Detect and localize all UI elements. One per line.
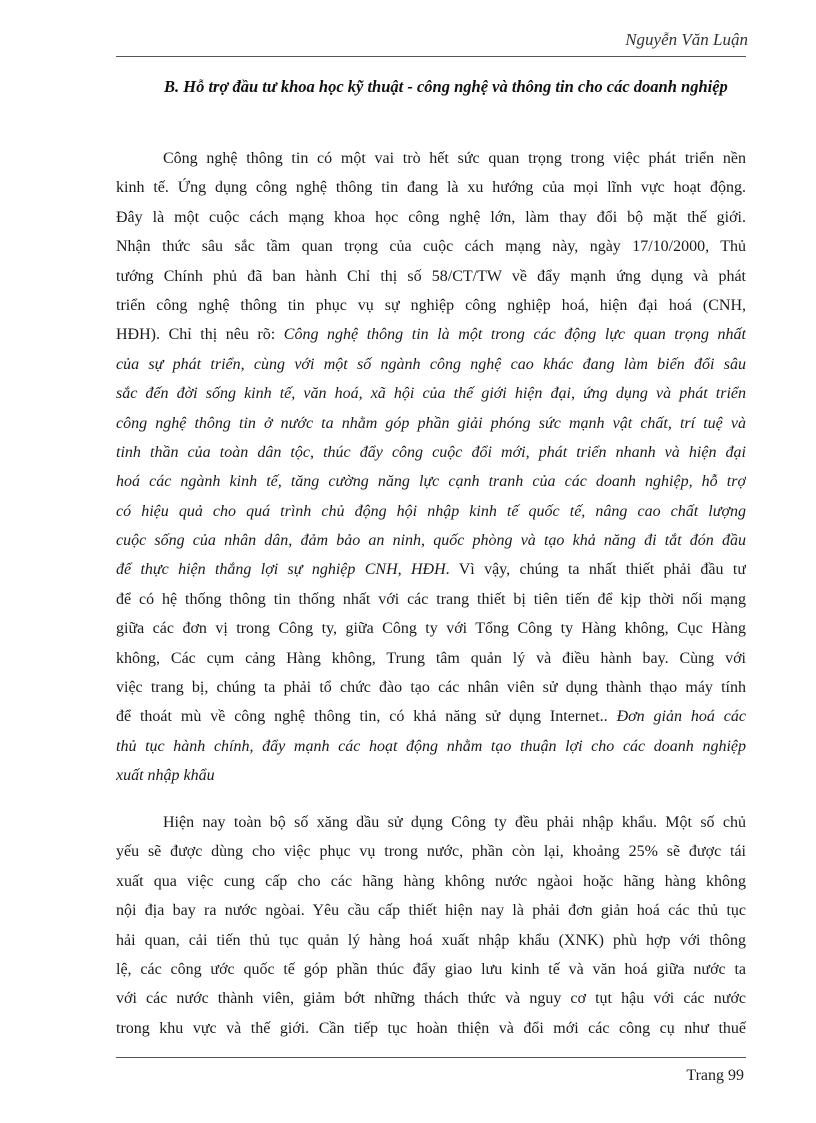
text-segment: để thoát mù về công nghệ thông tin, có khả năng sử dụng Internet.. xyxy=(116,708,617,726)
text-line: Đây là một cuộc cách mạng khoa học công nghệ lớn, làm thay đổi bộ mặt thế giới. xyxy=(116,208,746,226)
text-line: việc trang bị, chúng ta phải tổ chức đào tạo các nhân viên sử dụng thành thạo máy tính xyxy=(116,679,746,697)
text-line xyxy=(116,702,746,731)
text-line: hoá các ngành kinh tế, tăng cường năng lực cạnh tranh của các doanh nghiệp, hỗ trợ xyxy=(116,473,746,491)
italic-quote: để thực hiện thắng lợi sự nghiệp CNH, HĐH xyxy=(116,561,446,579)
header-divider xyxy=(116,56,746,57)
text-line: cuộc sống của nhân dân, đảm bảo an ninh, quốc phòng và tạo khả năng đi tắt đón đầu xyxy=(116,532,746,550)
text-line: trong khu vực và thế giới. Cần tiếp tục hoàn thiện và đổi mới các công cụ như thuế xyxy=(116,1019,746,1037)
text-line: để có hệ thống thông tin thống nhất với các trang thiết bị tiên tiến để kịp thời nối mạng xyxy=(116,590,746,608)
text-line: kinh tế. Ứng dụng công nghệ thông tin đang là xu hướng của mọi lĩnh vực hoạt động. xyxy=(116,179,746,197)
text-line: công nghệ thông tin ở nước ta nhằm góp phần giải phóng sức mạnh vật chất, trí tuệ và xyxy=(116,414,746,432)
text-line: xuất nhập khẩu xyxy=(116,767,215,785)
text-line: của sự phát triển, cùng với một số ngành công nghệ cao khác đang làm biến đổi sâu xyxy=(116,355,746,373)
footer-divider xyxy=(116,1057,746,1058)
paragraph-2 xyxy=(116,808,746,1043)
text-line: giữa các đơn vị trong Công ty, giữa Công ty với Tổng Công ty Hàng không, Cục Hàng xyxy=(116,620,746,638)
text-line: có hiệu quả cho quá trình chủ động hội nhập kinh tế quốc tế, nâng cao chất lượng xyxy=(116,502,746,520)
text-line: triển công nghệ thông tin phục vụ sự nghiệp công nghiệp hoá, hiện đại hoá (CNH, xyxy=(116,296,746,314)
text-line: yếu sẽ được dùng cho việc phục vụ trong nước, phần còn lại, khoảng 25% sẽ được tái xyxy=(116,843,746,861)
text-line: sắc đến đời sống kinh tế, văn hoá, xã hội của thế giới hiện đại, ứng dụng và phát triển xyxy=(116,385,746,403)
text-line: không, Các cụm cảng Hàng không, Trung tâm quản lý và điều hành bay. Cùng với xyxy=(116,649,746,667)
text-line: Công nghệ thông tin có một vai trò hết sức quan trọng trong việc phát triển nền xyxy=(163,150,746,167)
italic-quote: Công nghệ thông tin là một trong các động lực quan trọng nhất xyxy=(283,326,746,344)
text-segment: . Vì vậy, chúng ta nhất thiết phải đầu tư xyxy=(445,561,746,579)
text-line: nội địa bay ra nước ngòai. Yêu cầu cấp thiết hiện nay là phải đơn giản hoá các thủ tục xyxy=(116,902,746,920)
page-number: Trang 99 xyxy=(686,1067,744,1084)
text-line: thủ tục hành chính, đẩy mạnh các hoạt động nhằm tạo thuận lợi cho các doanh nghiệp xyxy=(116,737,746,755)
text-segment: HĐH). Chỉ thị nêu rõ: xyxy=(116,326,284,344)
text-line: lệ, các công ước quốc tế góp phần thúc đẩy giao lưu kinh tế và văn hoá giữa nước ta xyxy=(116,960,746,978)
text-line xyxy=(116,555,746,584)
text-line: xuất qua việc cung cấp cho các hãng hàng không nước ngàoi hoặc hãng hàng không xyxy=(116,872,746,890)
text-line: hải quan, cải tiến thủ tục quản lý hàng hoá xuất nhập khẩu (XNK) phù hợp với thông xyxy=(116,931,746,949)
text-line: Hiện nay toàn bộ số xăng dầu sử dụng Công ty đều phải nhập khẩu. Một số chủ xyxy=(163,814,746,831)
text-line: Nhận thức sâu sắc tầm quan trọng của cuộc cách mạng này, ngày 17/10/2000, Thủ xyxy=(116,238,746,256)
header-author: Nguyễn Văn Luận xyxy=(625,30,748,49)
section-heading: B. Hỗ trợ đầu tư khoa học kỹ thuật - công nghệ và thông tin cho các doanh nghiệp xyxy=(164,77,728,96)
italic-quote: Đơn giản hoá các xyxy=(616,708,746,726)
text-line: tướng Chính phủ đã ban hành Chỉ thị số 58/CT/TW về đẩy mạnh ứng dụng và phát xyxy=(116,267,746,285)
paragraph-1 xyxy=(116,144,746,791)
text-line xyxy=(116,320,746,349)
text-line: tinh thần của toàn dân tộc, thúc đẩy công cuộc đổi mới, phát triển nhanh và hiện đại xyxy=(116,443,746,461)
text-line: với các nước thành viên, giảm bớt những thách thức và nguy cơ tụt hậu với các nước xyxy=(116,990,746,1008)
